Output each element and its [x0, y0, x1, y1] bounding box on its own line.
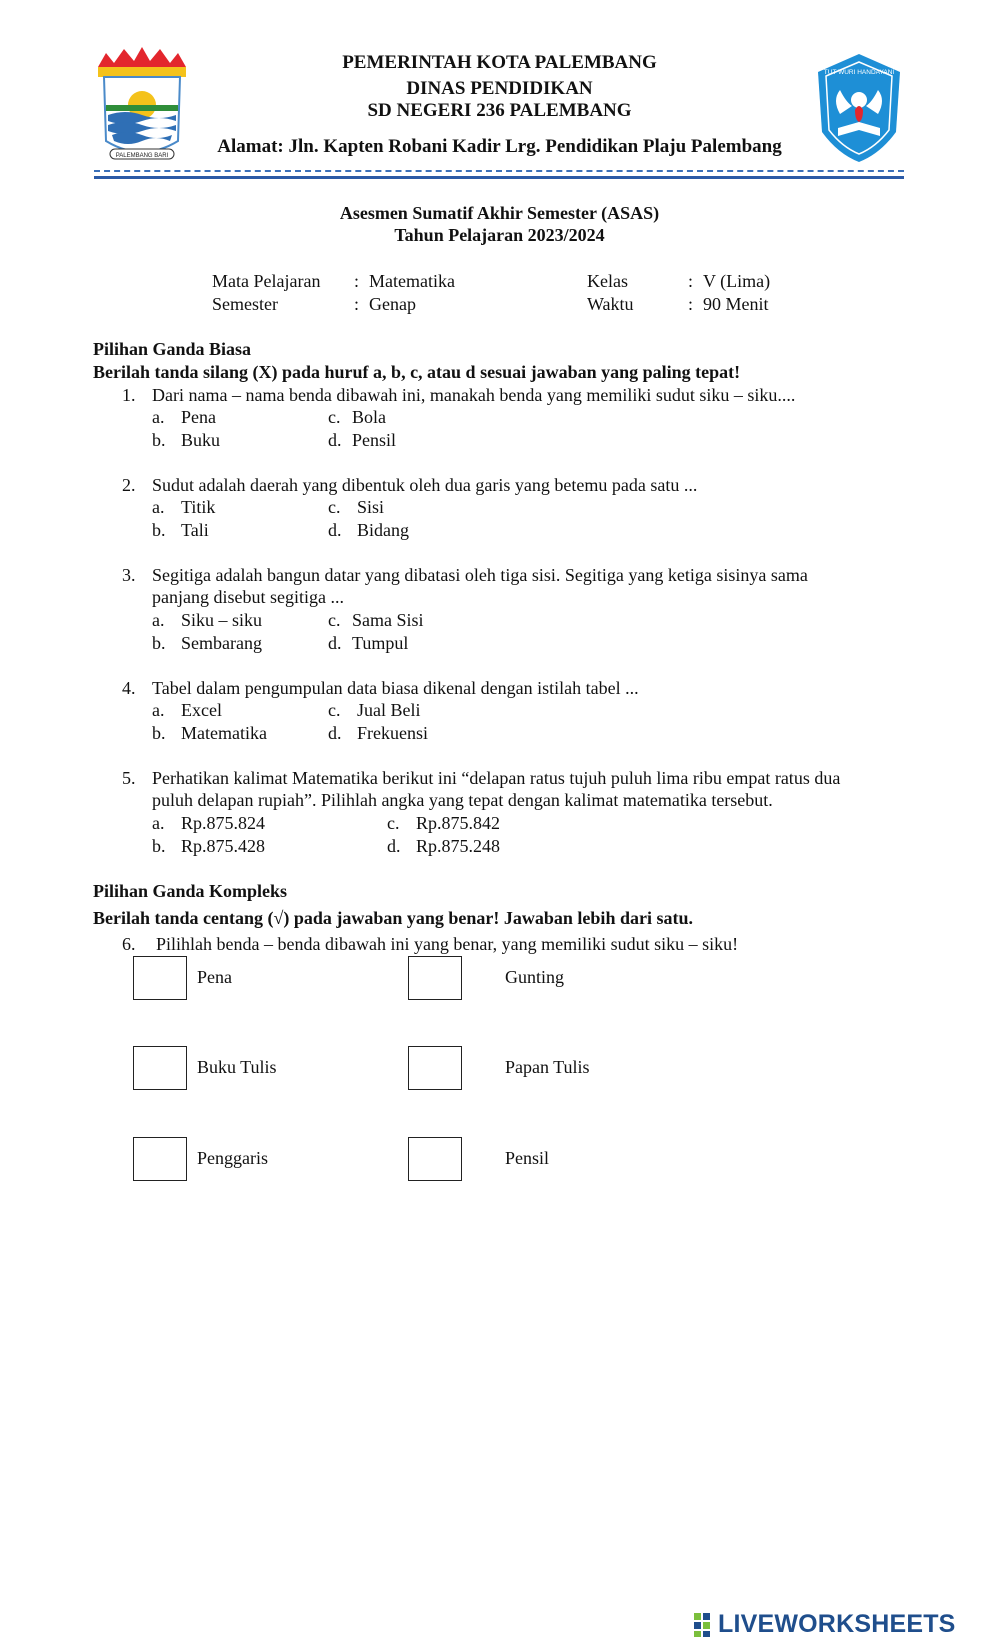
- logo-motto: TUT WURI HANDAYANI: [823, 69, 895, 76]
- q1-option-b[interactable]: Buku: [181, 430, 221, 450]
- choice-label-papan-tulis: Papan Tulis: [505, 1057, 590, 1077]
- liveworksheets-logo: [694, 1610, 990, 1640]
- choice-label-gunting: Gunting: [505, 967, 565, 987]
- q4-option-b-letter: b.: [152, 723, 166, 743]
- q5-number: 5.: [122, 768, 136, 788]
- q3-option-c[interactable]: Sama Sisi: [352, 610, 424, 630]
- checkbox-papan-tulis[interactable]: [408, 1046, 462, 1090]
- q5-option-b[interactable]: Rp.875.428: [181, 836, 266, 856]
- subject-label: Mata Pelajaran: [212, 271, 321, 291]
- choice-label-penggaris: Penggaris: [197, 1148, 268, 1168]
- q6-number: 6.: [122, 934, 136, 954]
- section2-instruction: Berilah tanda centang (√) pada jawaban yang benar! Jawaban lebih dari satu.: [93, 908, 693, 928]
- q1-number: 1.: [122, 385, 136, 405]
- q1-option-b-letter: b.: [152, 430, 166, 450]
- q3-option-b[interactable]: Sembarang: [181, 633, 262, 653]
- time-value: 90 Menit: [703, 294, 769, 314]
- header-line-1: PEMERINTAH KOTA PALEMBANG: [342, 52, 657, 73]
- exam-year: Tahun Pelajaran 2023/2024: [394, 225, 605, 245]
- class-value: V (Lima): [703, 271, 771, 291]
- section1-instruction: Berilah tanda silang (X) pada huruf a, b, c, atau d sesuai jawaban yang paling tepat!: [93, 362, 741, 382]
- header-address: Alamat: Jln. Kapten Robani Kadir Lrg. Pendidikan Plaju Palembang: [217, 136, 782, 157]
- q2-number: 2.: [122, 475, 136, 495]
- q2-option-b[interactable]: Tali: [181, 520, 209, 540]
- q5-text-line1: Perhatikan kalimat Matematika berikut ini “delapan ratus tujuh puluh lima ribu empat ratus dua: [152, 768, 841, 788]
- semester-value: Genap: [369, 294, 416, 314]
- section1-title: Pilihan Ganda Biasa: [93, 339, 252, 359]
- q1-option-d-letter: d.: [328, 430, 342, 450]
- subject-colon: :: [354, 271, 360, 291]
- q5-option-c[interactable]: Rp.875.842: [416, 813, 501, 833]
- q3-option-d-letter: d.: [328, 633, 342, 653]
- q2-option-b-letter: b.: [152, 520, 166, 540]
- q4-option-c-letter: c.: [328, 700, 341, 720]
- header-line-3: SD NEGERI 236 PALEMBANG: [367, 100, 632, 121]
- choice-label-pensil: Pensil: [505, 1148, 550, 1168]
- q3-option-b-letter: b.: [152, 633, 166, 653]
- header-line-2: DINAS PENDIDIKAN: [406, 78, 593, 99]
- exam-title: Asesmen Sumatif Akhir Semester (ASAS): [339, 203, 660, 223]
- class-label: Kelas: [587, 271, 628, 291]
- q2-option-c-letter: c.: [328, 497, 341, 517]
- q4-option-d-letter: d.: [328, 723, 342, 743]
- q1-option-d[interactable]: Pensil: [352, 430, 397, 450]
- q3-number: 3.: [122, 565, 136, 585]
- semester-label: Semester: [212, 294, 278, 314]
- crest-caption: PALEMBANG BARI: [115, 153, 169, 159]
- q4-option-b[interactable]: Matematika: [181, 723, 267, 743]
- q2-option-d-letter: d.: [328, 520, 342, 540]
- q5-option-a-letter: a.: [152, 813, 165, 833]
- checkbox-pena[interactable]: [133, 956, 187, 1000]
- q3-option-a[interactable]: Siku – siku: [181, 610, 263, 630]
- q4-option-c[interactable]: Jual Beli: [357, 700, 421, 720]
- checkbox-buku-tulis[interactable]: [133, 1046, 187, 1090]
- q2-option-d[interactable]: Bidang: [357, 520, 409, 540]
- checkbox-pensil[interactable]: [408, 1137, 462, 1181]
- liveworksheets-text: LIVEWORKSHEETS: [718, 1610, 956, 1638]
- q4-option-a-letter: a.: [152, 700, 165, 720]
- q1-text: Dari nama – nama benda dibawah ini, manakah benda yang memiliki sudut siku – siku....: [152, 385, 796, 405]
- q3-option-c-letter: c.: [328, 610, 341, 630]
- q4-number: 4.: [122, 678, 136, 698]
- choice-label-pena: Pena: [197, 967, 232, 987]
- q1-option-c[interactable]: Bola: [352, 407, 386, 427]
- q1-option-a-letter: a.: [152, 407, 165, 427]
- header-divider-solid: [94, 176, 904, 179]
- class-colon: :: [688, 271, 694, 291]
- q2-option-a[interactable]: Titik: [181, 497, 216, 517]
- q4-option-d[interactable]: Frekuensi: [357, 723, 428, 743]
- liveworksheets-icon: [694, 1613, 718, 1637]
- q1-option-a[interactable]: Pena: [181, 407, 216, 427]
- section2-title: Pilihan Ganda Kompleks: [93, 881, 288, 901]
- q5-option-a[interactable]: Rp.875.824: [181, 813, 266, 833]
- q2-text: Sudut adalah daerah yang dibentuk oleh dua garis yang betemu pada satu ...: [152, 475, 698, 495]
- checkbox-penggaris[interactable]: [133, 1137, 187, 1181]
- q2-option-c[interactable]: Sisi: [357, 497, 385, 517]
- q2-option-a-letter: a.: [152, 497, 165, 517]
- header-divider-dashed: [94, 170, 904, 172]
- q3-option-a-letter: a.: [152, 610, 165, 630]
- subject-value: Matematika: [369, 271, 455, 291]
- semester-colon: :: [354, 294, 360, 314]
- q3-text-line1: Segitiga adalah bangun datar yang dibatasi oleh tiga sisi. Segitiga yang ketiga sisinya sama: [152, 565, 808, 585]
- q6-text: Pilihlah benda – benda dibawah ini yang benar, yang memiliki sudut siku – siku!: [156, 934, 739, 954]
- time-colon: :: [688, 294, 694, 314]
- q5-text-line2: puluh delapan rupiah”. Pilihlah angka yang tepat dengan kalimat matematika tersebut.: [152, 790, 773, 810]
- time-label: Waktu: [587, 294, 634, 314]
- checkbox-gunting[interactable]: [408, 956, 462, 1000]
- q1-option-c-letter: c.: [328, 407, 341, 427]
- q4-option-a[interactable]: Excel: [181, 700, 222, 720]
- choice-label-buku-tulis: Buku Tulis: [197, 1057, 277, 1077]
- q4-text: Tabel dalam pengumpulan data biasa dikenal dengan istilah tabel ...: [152, 678, 639, 698]
- q3-text-line2: panjang disebut segitiga ...: [152, 587, 344, 607]
- q5-option-d[interactable]: Rp.875.248: [416, 836, 501, 856]
- q5-option-b-letter: b.: [152, 836, 166, 856]
- q5-option-d-letter: d.: [387, 836, 401, 856]
- q3-option-d[interactable]: Tumpul: [352, 633, 409, 653]
- q5-option-c-letter: c.: [387, 813, 400, 833]
